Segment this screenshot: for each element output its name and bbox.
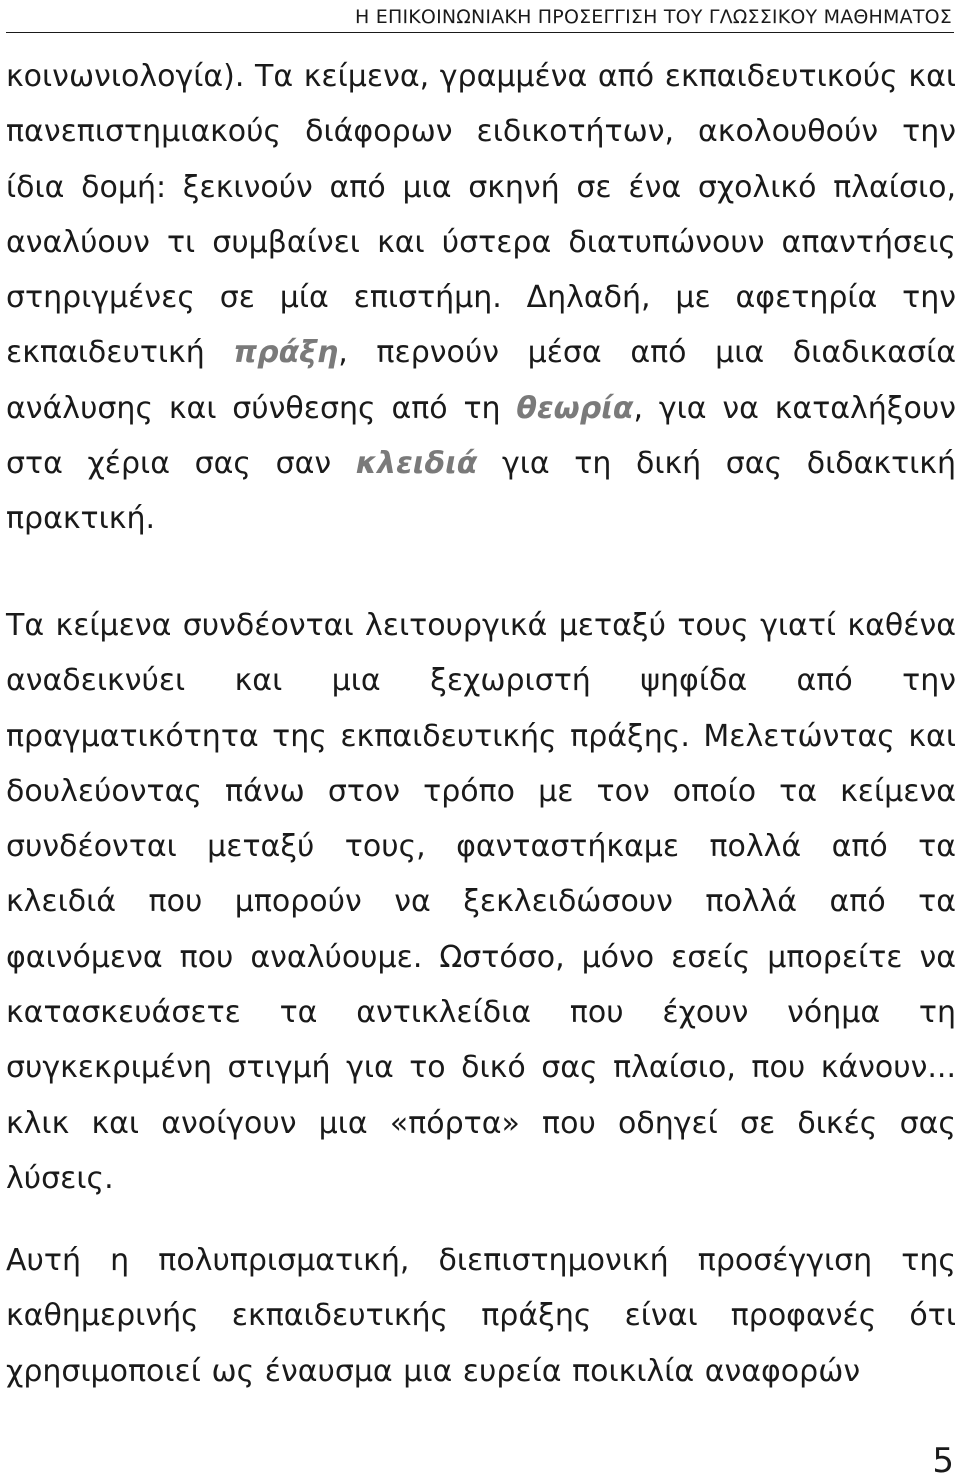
page-number: 5	[932, 1441, 954, 1481]
paragraph-1-text-c: , για να καταλήξουν στα χέρια σας σαν	[6, 390, 956, 482]
paragraph-2: Τα κείμενα συνδέονται λειτουργικά μεταξύ τους γιατί καθένα αναδεικνύει και μια ξεχωριστή ψηφίδα από την πραγματικότητα της εκπαιδευτικής πράξης. Μελετώντας και δουλεύοντας πάνω στον τρόπο με τον οποίο τα κείμενα συνδέονται μεταξύ τους, φανταστήκαμε πολλά από τα κλειδιά που μπορούν να ξεκλειδώσουν πολλά από τα φαινόμενα που αναλύουμε. Ωστόσο, μόνο εσείς μπορείτε να κατασκευάσετε τα αντικλείδια που έχουν νόημα τη συγκεκριμένη στιγμή για το δικό σας πλαίσιο, που κάνουν... κλικ και ανοίγουν μια «πόρτα» που οδηγεί σε δικές σας λύσεις.	[6, 608, 956, 1196]
paragraph-1	[6, 49, 956, 547]
term-praxi: πράξη	[233, 335, 339, 371]
term-theoria: θεωρία	[516, 390, 634, 426]
paragraph-1-text-b: , περνούν μέσα από μια διαδικασία ανάλυσης και σύνθεσης από τη	[6, 335, 956, 426]
running-header: Η ΕΠΙΚΟΙΝΩΝΙΑΚΗ ΠΡΟΣΕΓΓΙΣΗ ΤΟΥ ΓΛΩΣΣΙΚΟΥ ΜΑΘΗΜΑΤΟΣ	[355, 6, 952, 28]
paragraph-1-text-d: για τη δική σας διδακτική πρακτική.	[6, 446, 957, 537]
header-rule	[6, 32, 954, 33]
paragraph-1-text-a: κοινωνιολογία). Τα κείμενα, γραμμένα από εκπαιδευτικούς και πανεπιστημιακούς διάφορων ειδικοτήτων, ακολουθούν την ίδια δομή: ξεκινούν από μια σκηνή σε ένα σχολικό πλαίσιο, αναλύουν τι συμβαίνει και ύστερα διατυπώνουν απαντήσεις στηριγμένες σε μία επιστήμη. Δηλαδή, με αφετηρία την εκπαιδευτική	[6, 59, 956, 371]
term-kleidia: κλειδιά	[355, 446, 478, 482]
paragraph-3: Αυτή η πολυπρισματική, διεπιστημονική προσέγγιση της καθημερινής εκπαιδευτικής πράξης είναι προφανές ότι χρησιμοποιεί ως έναυσμα μια ευρεία ποικιλία αναφορών	[6, 1243, 956, 1389]
